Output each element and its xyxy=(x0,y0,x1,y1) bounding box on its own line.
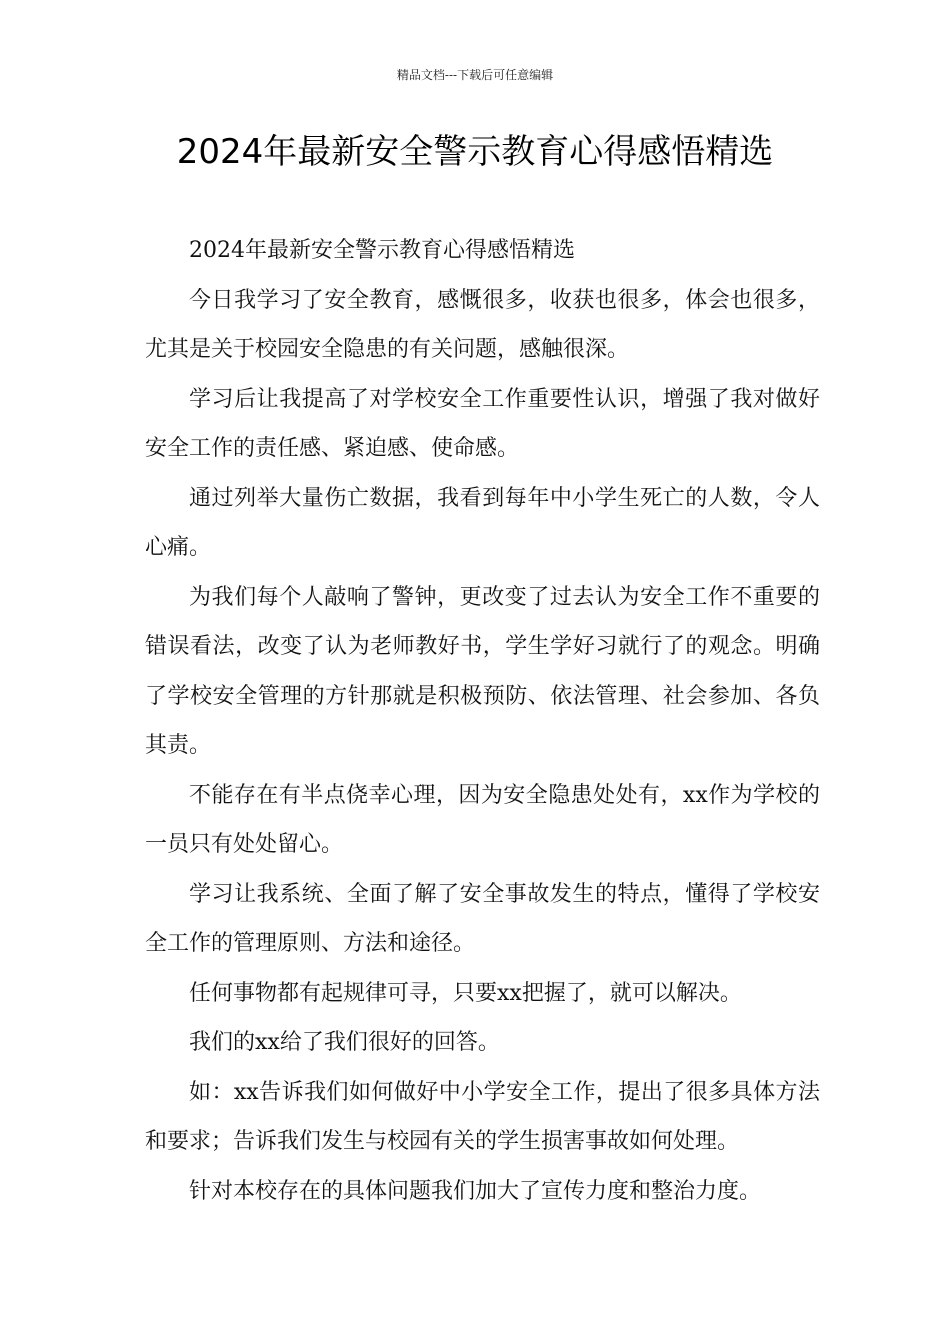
paragraph: 2024年最新安全警示教育心得感悟精选 xyxy=(189,238,575,263)
header-note: 精品文档---下载后可任意编辑 xyxy=(396,68,554,82)
paragraph: 为我们每个人敲响了警钟，更改变了过去认为安全工作不重要的错误看法，改变了认为老师教好书，学生学好习就行了的观念。明确了学校安全管理的方针那就是积极预防、依法管理、社会参加、各负其责。 xyxy=(145,584,820,758)
paragraph: 学习让我系统、全面了解了安全事故发生的特点，懂得了学校安全工作的管理原则、方法和途径。 xyxy=(145,881,820,956)
paragraph: 不能存在有半点侥幸心理，因为安全隐患处处有，xx作为学校的一员只有处处留心。 xyxy=(145,782,820,857)
paragraph: 今日我学习了安全教育，感慨很多，收获也很多，体会也很多，尤其是关于校园安全隐患的有关问题，感触很深。 xyxy=(145,287,820,362)
paragraph: 如：xx告诉我们如何做好中小学安全工作，提出了很多具体方法和要求；告诉我们发生与校园有关的学生损害事故如何处理。 xyxy=(145,1079,820,1154)
paragraph: 我们的xx给了我们很好的回答。 xyxy=(189,1030,500,1055)
paragraph: 针对本校存在的具体问题我们加大了宣传力度和整治力度。 xyxy=(189,1178,762,1204)
paragraph: 任何事物都有起规律可寻，只要xx把握了，就可以解决。 xyxy=(189,980,742,1006)
paragraph: 学习后让我提高了对学校安全工作重要性认识，增强了我对做好安全工作的责任感、紧迫感、使命感。 xyxy=(145,386,820,461)
document-body xyxy=(145,226,820,1216)
paragraph: 通过列举大量伤亡数据，我看到每年中小学生死亡的人数，令人心痛。 xyxy=(145,485,820,560)
document-title: 2024年最新安全警示教育心得感悟精选 xyxy=(176,132,774,172)
